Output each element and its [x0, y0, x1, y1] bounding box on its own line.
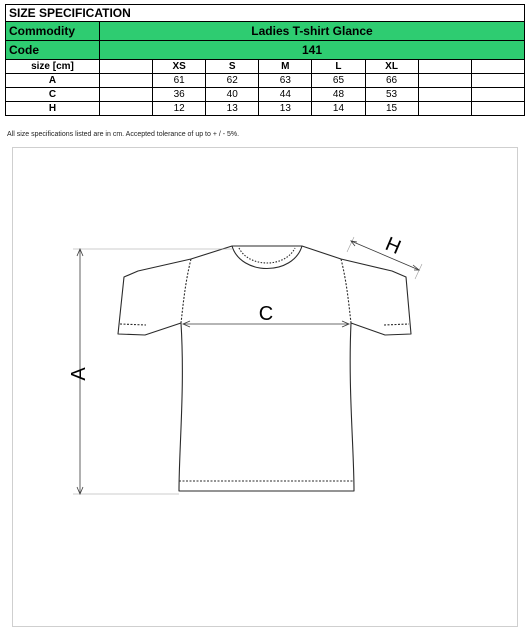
cell-c-l: 48 [312, 88, 365, 102]
empty-cell [418, 74, 471, 88]
tshirt-diagram [13, 148, 517, 626]
cell-c-xs: 36 [153, 88, 206, 102]
cell-h-xl: 15 [365, 102, 418, 116]
table-row [6, 74, 525, 88]
empty-cell [418, 60, 471, 74]
label-a: A [68, 367, 90, 381]
table-title: SIZE SPECIFICATION [6, 5, 525, 22]
size-m-header: M [259, 60, 312, 74]
empty-cell [99, 88, 152, 102]
size-header-label: size [cm] [6, 60, 100, 74]
commodity-label: Commodity [6, 22, 100, 41]
diagram-frame [12, 147, 518, 627]
size-header-row [6, 60, 525, 74]
empty-cell [471, 88, 524, 102]
cell-a-m: 63 [259, 74, 312, 88]
empty-cell [471, 60, 524, 74]
empty-cell [99, 102, 152, 116]
empty-cell [471, 74, 524, 88]
tolerance-note: All size specifications listed are in cm. Accepted tolerance of up to + / - 5%. [7, 131, 240, 138]
size-s-header: S [206, 60, 259, 74]
cell-c-s: 40 [206, 88, 259, 102]
cell-a-xs: 61 [153, 74, 206, 88]
cell-c-xl: 53 [365, 88, 418, 102]
label-c: C [258, 303, 274, 325]
row-label-h: H [6, 102, 100, 116]
dimension-a [73, 249, 232, 494]
cell-h-xs: 12 [153, 102, 206, 116]
cell-h-l: 14 [312, 102, 365, 116]
cell-c-m: 44 [259, 88, 312, 102]
empty-cell [99, 60, 152, 74]
empty-cell [471, 102, 524, 116]
size-xs-header: XS [153, 60, 206, 74]
size-xl-header: XL [365, 60, 418, 74]
cell-a-xl: 66 [365, 74, 418, 88]
size-l-header: L [312, 60, 365, 74]
cell-a-l: 65 [312, 74, 365, 88]
empty-cell [418, 102, 471, 116]
cell-a-s: 62 [206, 74, 259, 88]
cell-h-s: 13 [206, 102, 259, 116]
table-row [6, 102, 525, 116]
code-label: Code [6, 41, 100, 60]
empty-cell [418, 88, 471, 102]
tshirt-outline [118, 246, 411, 491]
dimension-h [347, 237, 422, 279]
code-value: 141 [99, 41, 524, 60]
size-specification-table [5, 4, 525, 116]
label-h: H [382, 233, 404, 259]
cell-h-m: 13 [259, 102, 312, 116]
row-label-a: A [6, 74, 100, 88]
row-label-c: C [6, 88, 100, 102]
commodity-value: Ladies T-shirt Glance [99, 22, 524, 41]
table-row [6, 88, 525, 102]
empty-cell [99, 74, 152, 88]
